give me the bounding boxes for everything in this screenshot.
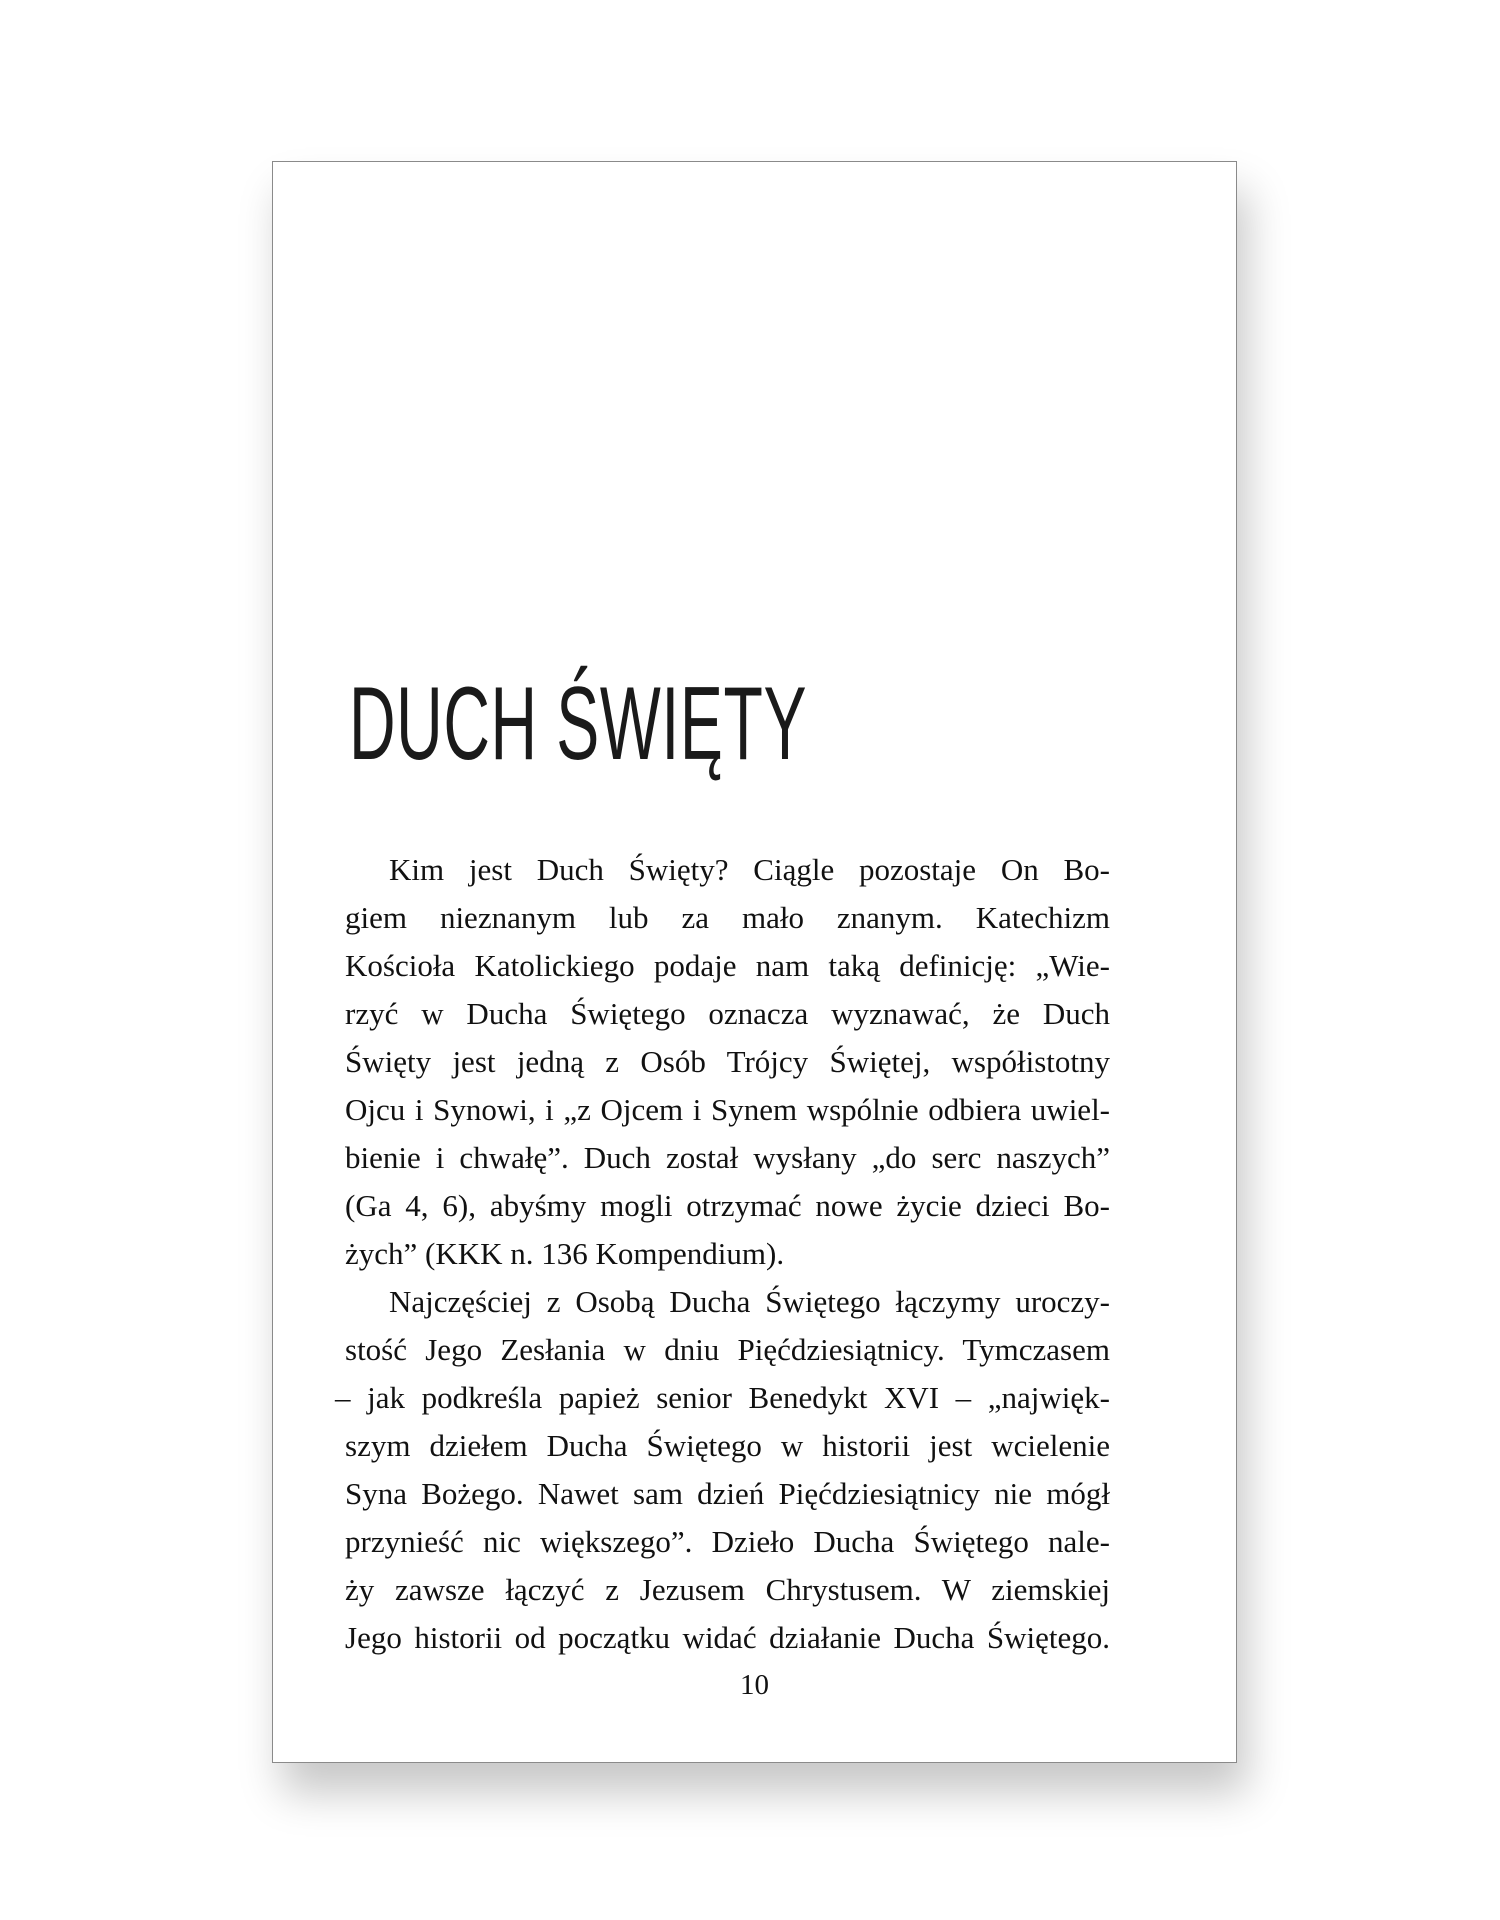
text-line: rzyć w Ducha Świętego oznacza wyznawać, że Duch bbox=[345, 996, 1110, 1031]
chapter-title: DUCH ŚWIĘTY bbox=[349, 666, 808, 782]
text-line: ży zawsze łączyć z Jezusem Chrystusem. W ziemskiej bbox=[345, 1572, 1110, 1607]
text-line: przynieść nic większego”. Dzieło Ducha Świętego nale- bbox=[345, 1524, 1110, 1559]
body-text bbox=[335, 846, 1110, 1662]
text-line: bienie i chwałę”. Duch został wysłany „do serc naszych” bbox=[345, 1140, 1110, 1175]
page-number: 10 bbox=[740, 1669, 769, 1701]
text-line: Kościoła Katolickiego podaje nam taką definicję: „Wie- bbox=[345, 948, 1110, 983]
text-line: Święty jest jedną z Osób Trójcy Świętej, współistotny bbox=[345, 1044, 1110, 1079]
text-line: (Ga 4, 6), abyśmy mogli otrzymać nowe życie dzieci Bo- bbox=[345, 1188, 1110, 1223]
book-page bbox=[272, 161, 1237, 1763]
text-line: giem nieznanym lub za mało znanym. Katechizm bbox=[345, 900, 1110, 935]
text-line: żych” (KKK n. 136 Kompendium). bbox=[345, 1236, 785, 1271]
text-line: Kim jest Duch Święty? Ciągle pozostaje On Bo- bbox=[389, 852, 1110, 887]
text-line: stość Jego Zesłania w dniu Pięćdziesiątnicy. Tymczasem bbox=[345, 1332, 1110, 1367]
text-line: – jak podkreśla papież senior Benedykt XVI – „najwięk- bbox=[335, 1380, 1110, 1415]
text-line: Jego historii od początku widać działanie Ducha Świętego. bbox=[345, 1620, 1110, 1655]
text-line: Najczęściej z Osobą Ducha Świętego łączymy uroczy- bbox=[389, 1284, 1110, 1319]
text-line: szym dziełem Ducha Świętego w historii jest wcielenie bbox=[345, 1428, 1110, 1463]
text-line: Syna Bożego. Nawet sam dzień Pięćdziesiątnicy nie mógł bbox=[345, 1476, 1110, 1511]
text-line: Ojcu i Synowi, i „z Ojcem i Synem wspólnie odbiera uwiel- bbox=[345, 1092, 1110, 1127]
